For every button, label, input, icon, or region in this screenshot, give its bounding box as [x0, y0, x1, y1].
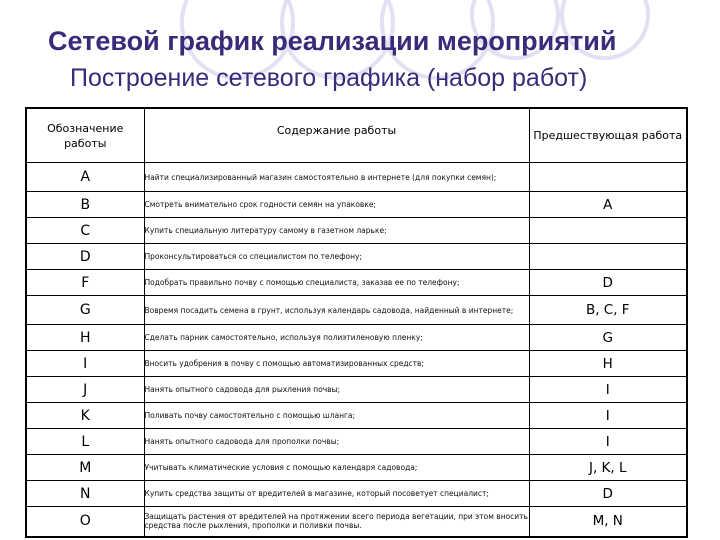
work-predecessor: A — [529, 192, 687, 218]
table-row — [26, 507, 687, 537]
work-code: A — [26, 163, 144, 192]
header-predecessor: Предшествующая работа — [529, 108, 687, 163]
work-predecessor — [529, 218, 687, 244]
work-code: O — [26, 507, 144, 537]
work-content: Смотреть внимательно срок годности семян на упаковке; — [144, 192, 529, 218]
table-row — [26, 218, 687, 244]
work-content: Учитывать климатические условия с помощью календаря садовода; — [144, 455, 529, 481]
work-code: I — [26, 351, 144, 377]
work-predecessor: G — [529, 325, 687, 351]
work-content: Сделать парник самостоятельно, используя полиэтиленовую пленку; — [144, 325, 529, 351]
works-table — [25, 107, 688, 538]
work-predecessor: B, C, F — [529, 296, 687, 325]
table-row — [26, 351, 687, 377]
work-content: Вносить удобрения в почву с помощью автоматизированных средств; — [144, 351, 529, 377]
table-row — [26, 163, 687, 192]
table-row — [26, 325, 687, 351]
work-content: Нанять опытного садовода для прополки почвы; — [144, 429, 529, 455]
work-code: C — [26, 218, 144, 244]
table-row — [26, 244, 687, 270]
work-content: Поливать почву самостоятельно с помощью шланга; — [144, 403, 529, 429]
table-row — [26, 296, 687, 325]
work-content: Проконсультироваться со специалистом по телефону; — [144, 244, 529, 270]
work-code: M — [26, 455, 144, 481]
work-predecessor: I — [529, 403, 687, 429]
work-code: L — [26, 429, 144, 455]
slide-subtitle: Построение сетевого графика (набор работ) — [70, 64, 588, 92]
work-predecessor — [529, 244, 687, 270]
slide-title: Сетевой график реализации мероприятий — [48, 26, 617, 56]
table-row — [26, 403, 687, 429]
work-content: Нанять опытного садовода для рыхления почвы; — [144, 377, 529, 403]
table-row — [26, 270, 687, 296]
work-content: Найти специализированный магазин самостоятельно в интернете (для покупки семян); — [144, 163, 529, 192]
work-code: N — [26, 481, 144, 507]
table-row — [26, 429, 687, 455]
work-content: Подобрать правильно почву с помощью специалиста, заказав ее по телефону; — [144, 270, 529, 296]
work-predecessor: D — [529, 270, 687, 296]
work-content: Купить средства защиты от вредителей в магазине, который посоветует специалист; — [144, 481, 529, 507]
work-content: Вовремя посадить семена в грунт, используя календарь садовода, найденный в интернете; — [144, 296, 529, 325]
work-code: B — [26, 192, 144, 218]
table-row — [26, 455, 687, 481]
work-code: K — [26, 403, 144, 429]
header-code: Обозначение работы — [26, 108, 144, 163]
table-row — [26, 377, 687, 403]
work-code: J — [26, 377, 144, 403]
work-content: Купить специальную литературу самому в газетном ларьке; — [144, 218, 529, 244]
work-code: D — [26, 244, 144, 270]
work-code: H — [26, 325, 144, 351]
table-row — [26, 481, 687, 507]
work-code: F — [26, 270, 144, 296]
work-predecessor: J, K, L — [529, 455, 687, 481]
table-row — [26, 192, 687, 218]
work-predecessor: M, N — [529, 507, 687, 537]
table-header-row — [26, 108, 687, 163]
header-content: Содержание работы — [144, 108, 529, 163]
work-predecessor: H — [529, 351, 687, 377]
work-content: Защищать растения от вредителей на протяжении всего периода вегетации, при этом вносить средства после рыхления, прополки и поливки почвы. — [144, 507, 529, 537]
work-predecessor: I — [529, 377, 687, 403]
work-code: G — [26, 296, 144, 325]
work-predecessor — [529, 163, 687, 192]
work-predecessor: D — [529, 481, 687, 507]
work-predecessor: I — [529, 429, 687, 455]
